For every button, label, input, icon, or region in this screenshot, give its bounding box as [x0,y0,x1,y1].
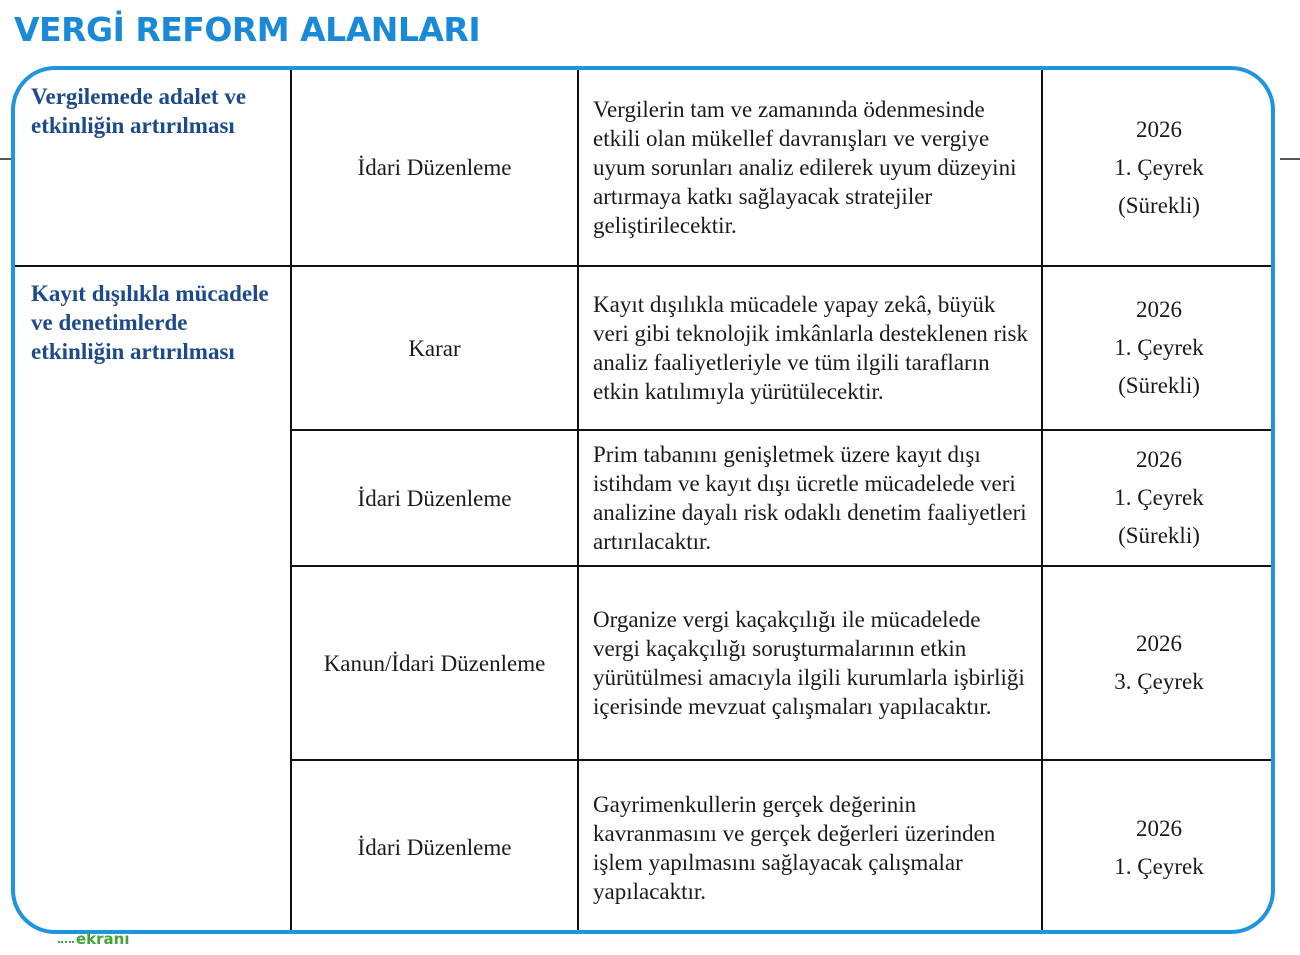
timing-status: (Sürekli) [1118,192,1200,218]
watermark-text: ekranı [76,930,130,948]
description-cell: Prim tabanını genişletmek üzere kayıt dışı istihdam ve kayıt dışı ücretle mücadelede veri analizine dayalı risk odaklı denetim faaliyetleri artırılacaktır. [578,430,1042,566]
reform-area-cell: Kayıt dışılıkla mücadele ve denetimlerde etkinliğin artırılması [15,266,291,934]
timing-quarter: 1. Çeyrek [1114,853,1204,879]
watermark-logo [58,930,130,948]
timing-year: 2026 [1136,297,1182,322]
timing-year: 2026 [1136,631,1182,656]
timing-year: 2026 [1136,116,1182,142]
timing-status: (Sürekli) [1118,523,1200,548]
timing-cell [1042,266,1275,430]
page-title: VERGİ REFORM ALANLARI [14,10,481,49]
table-row [15,70,1275,266]
timing-year: 2026 [1136,815,1182,841]
right-rule [1280,158,1300,160]
regulation-type-cell: İdari Düzenleme [291,760,578,934]
description-cell: Gayrimenkullerin gerçek değerinin kavranmasını ve gerçek değerleri üzerinden işlem yapılmasını sağlayacak çalışmalar yapılacaktır. [578,760,1042,934]
regulation-type-cell: İdari Düzenleme [291,430,578,566]
regulation-type-cell: Karar [291,266,578,430]
description-cell: Vergilerin tam ve zamanında ödenmesinde etkili olan mükellef davranışları ve vergiye uyum sorunları analiz edilerek uyum düzeyini artırmaya katkı sağlayacak stratejiler geliştirilecektir. [578,70,1042,266]
reform-area-cell: Vergilemede adalet ve etkinliğin artırılması [15,70,291,266]
regulation-type-cell: Kanun/İdari Düzenleme [291,566,578,760]
timing-quarter: 3. Çeyrek [1114,669,1204,694]
timing-cell [1042,70,1275,266]
timing-year: 2026 [1136,447,1182,472]
watermark-dots-icon [58,935,74,943]
description-cell: Kayıt dışılıkla mücadele yapay zekâ, büyük veri gibi teknolojik imkânlarla desteklenen risk analiz faaliyetleriyle ve tüm ilgili tarafların etkin katılımıyla yürütülecektir. [578,266,1042,430]
timing-cell [1042,566,1275,760]
timing-quarter: 1. Çeyrek [1114,154,1204,180]
timing-quarter: 1. Çeyrek [1114,335,1204,360]
timing-quarter: 1. Çeyrek [1114,485,1204,510]
table-row [15,266,1275,430]
table-frame [11,66,1275,934]
timing-status: (Sürekli) [1118,373,1200,398]
timing-cell [1042,430,1275,566]
timing-cell [1042,760,1275,934]
regulation-type-cell: İdari Düzenleme [291,70,578,266]
description-cell: Organize vergi kaçakçılığı ile mücadelede vergi kaçakçılığı soruşturmalarının etkin yürütülmesi amacıyla ilgili kurumlarla işbirliği içerisinde mevzuat çalışmaları yapılacaktır. [578,566,1042,760]
reform-table [15,70,1275,934]
